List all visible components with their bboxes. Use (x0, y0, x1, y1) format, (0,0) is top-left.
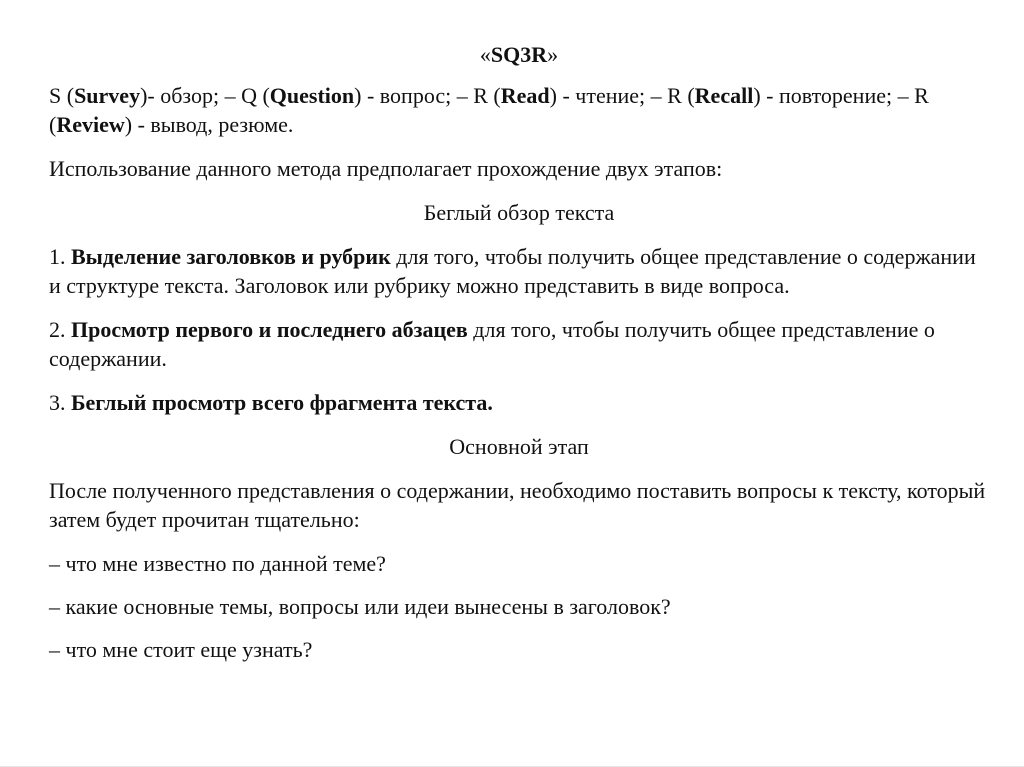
title-text: SQ3R (490, 42, 548, 67)
legend-read-meaning: ) - чтение; – R ( (549, 83, 695, 108)
legend-review-meaning: ) - вывод, резюме. (124, 112, 294, 137)
method-legend (49, 81, 989, 139)
step-2-number: 2. (49, 317, 71, 342)
legend-review: Review (56, 112, 125, 137)
step-3-bold: Беглый просмотр всего фрагмента текста. (71, 390, 493, 415)
question-2: – какие основные темы, вопросы или идеи вынесены в заголовок? (49, 594, 671, 619)
title-close-quote: » (547, 42, 559, 67)
legend-s-prefix: S ( (49, 83, 75, 108)
stage2-heading: Основной этап (449, 434, 589, 459)
step-3-number: 3. (49, 390, 71, 415)
step-2-text: для того, чтобы получить общее представление о содержании. (49, 317, 935, 371)
title-open-quote: « (479, 42, 491, 67)
step-1-text: для того, чтобы получить общее представление о содержании и структуре текста. Заголовок или рубрику можно представить в виде вопроса. (49, 244, 976, 298)
legend-q-meaning: ) - вопрос; – R ( (354, 83, 501, 108)
legend-recall-meaning: ) - повторение; – R ( (49, 83, 929, 137)
stage1-heading: Беглый обзор текста (423, 200, 615, 225)
step-2-bold: Просмотр первого и последнего абзацев (71, 317, 468, 342)
legend-read: Read (500, 83, 550, 108)
step-1-number: 1. (49, 244, 71, 269)
step-1 (49, 242, 989, 300)
legend-survey: Survey (74, 83, 141, 108)
stage2-paragraph: После полученного представления о содержании, необходимо поставить вопросы к тексту, который затем будет прочитан тщательно: (49, 478, 986, 532)
step-2 (49, 315, 989, 373)
step-3 (49, 388, 989, 417)
legend-s-meaning: )- обзор; – Q ( (140, 83, 270, 108)
legend-question: Question (269, 83, 355, 108)
legend-recall: Recall (694, 83, 754, 108)
slide-content (49, 40, 989, 678)
intro-paragraph: Использование данного метода предполагает прохождение двух этапов: (49, 156, 723, 181)
question-1: – что мне известно по данной теме? (49, 551, 386, 576)
question-3: – что мне стоит еще узнать? (49, 637, 313, 662)
step-1-bold: Выделение заголовков и рубрик (71, 244, 391, 269)
slide-title (49, 40, 989, 69)
